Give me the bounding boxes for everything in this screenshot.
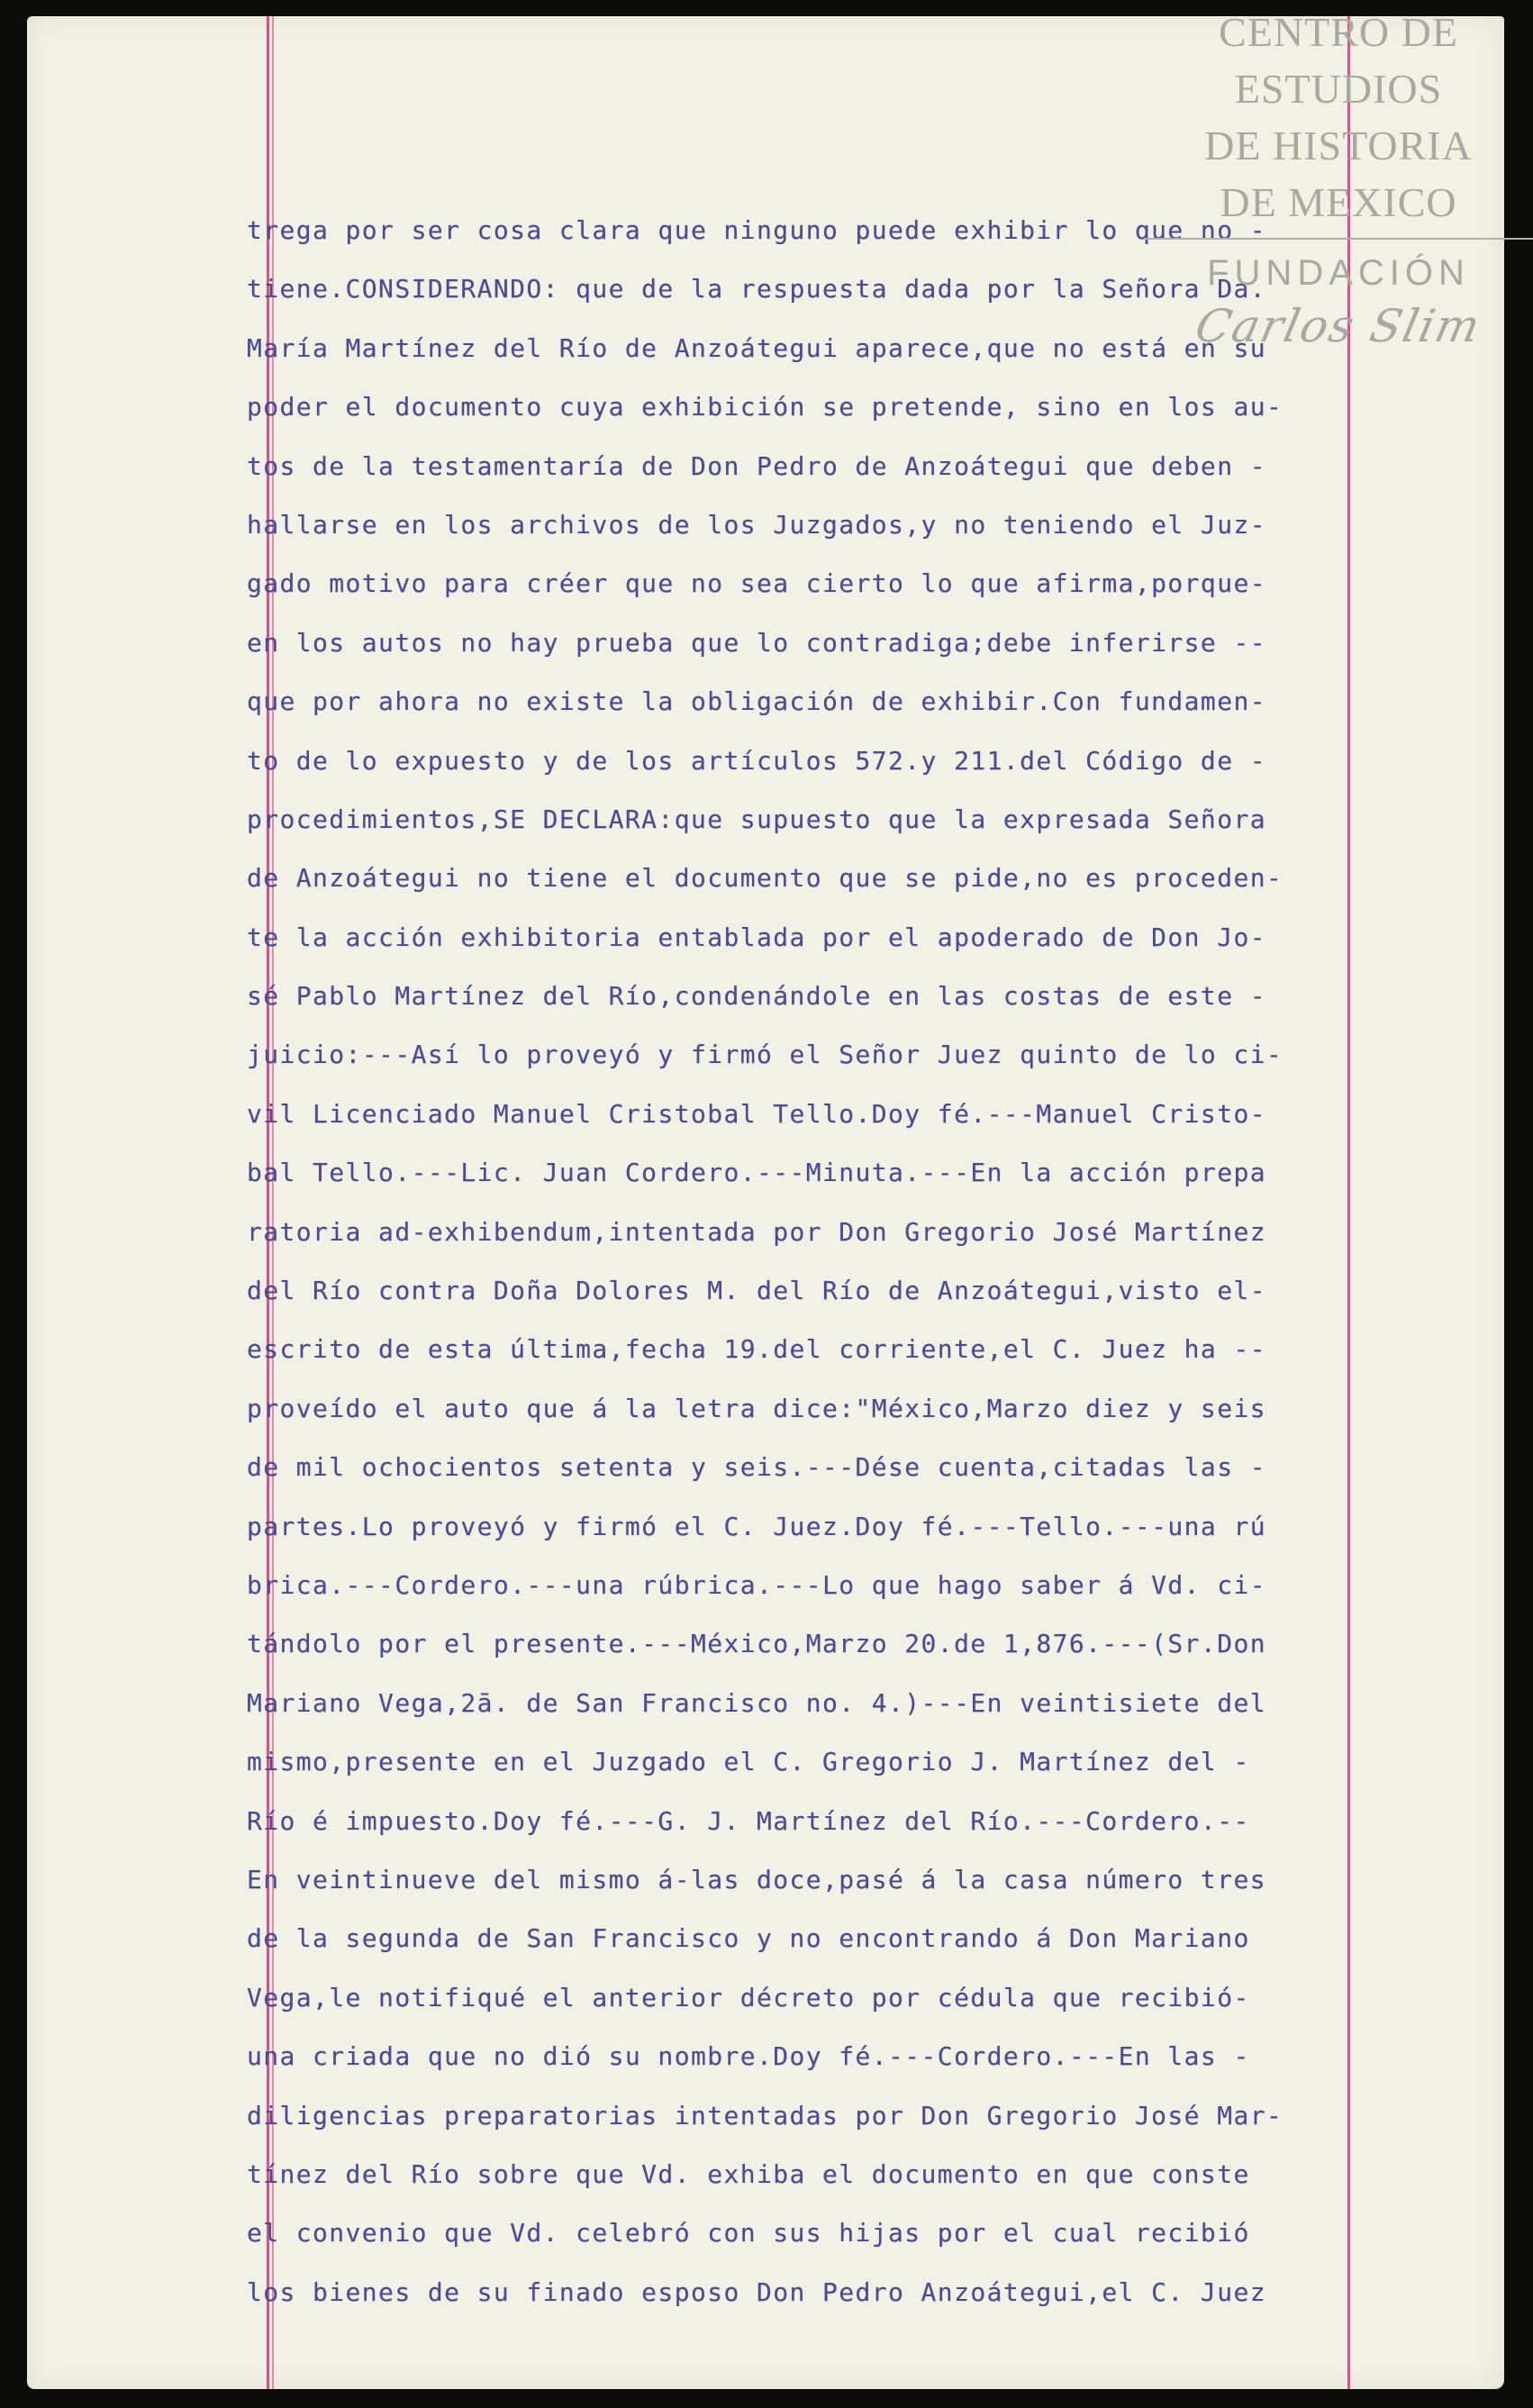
watermark-line: DE MEXICO [1220, 179, 1457, 225]
text-line: tiene.CONSIDERANDO: que de la respuesta dada por la Señora Da. [247, 274, 1266, 304]
typed-text-body [247, 209, 1364, 2330]
text-line: Mariano Vega,2ā. de San Francisco no. 4.)---En veintisiete del [247, 1687, 1266, 1718]
watermark-line: ESTUDIOS [1234, 66, 1443, 112]
watermark-line: CENTRO DE [1219, 9, 1458, 55]
text-line: los bienes de su finado esposo Don Pedro Anzoátegui,el C. Juez [247, 2276, 1266, 2307]
text-line: vil Licenciado Manuel Cristobal Tello.Doy fé.---Manuel Cristo- [247, 1098, 1266, 1129]
text-line: del Río contra Doña Dolores M. del Río de Anzoátegui,visto el- [247, 1276, 1266, 1306]
text-line: En veintinueve del mismo á-las doce,pasé á la casa número tres [247, 1864, 1266, 1895]
text-line: procedimientos,SE DECLARA:que supuesto que la expresada Señora [247, 804, 1266, 834]
text-line: bal Tello.---Lic. Juan Cordero.---Minuta.---En la acción prepa [247, 1158, 1266, 1188]
text-line: de la segunda de San Francisco y no encontrando á Don Mariano [247, 1923, 1250, 1954]
text-line: el convenio que Vd. celebró con sus hijas por el cual recibió [247, 2218, 1250, 2249]
text-line: Vega,le notifiqué el anterior décreto por cédula que recibió- [247, 1982, 1250, 2013]
text-line: partes.Lo proveyó y firmó el C. Juez.Doy fé.---Tello.---una rú [247, 1511, 1266, 1541]
text-line: hallarse en los archivos de los Juzgados,y no teniendo el Juz- [247, 509, 1266, 540]
watermark-signature: Carlos Slim [1191, 300, 1486, 352]
text-line: te la acción exhibitoria entablada por el apoderado de Don Jo- [247, 922, 1266, 952]
text-line: trega por ser cosa clara que ninguno puede exhibir lo que no - [247, 215, 1266, 245]
text-line: María Martínez del Río de Anzoátegui aparece,que no está en su [247, 332, 1266, 363]
text-line: tínez del Río sobre que Vd. exhiba el documento en que conste [247, 2158, 1250, 2189]
text-line: ratoria ad-exhibendum,intentada por Don Gregorio José Martínez [247, 1216, 1266, 1247]
text-line: en los autos no hay prueba que lo contradiga;debe inferirse -- [247, 627, 1266, 658]
text-line: diligencias preparatorias intentadas por Don Gregorio José Mar- [247, 2100, 1284, 2131]
text-line: gado motivo para créer que no sea cierto lo que afirma,porque- [247, 568, 1266, 599]
text-line: mismo,presente en el Juzgado el C. Gregorio J. Martínez del - [247, 1747, 1250, 1777]
text-line: que por ahora no existe la obligación de exhibir.Con fundamen- [247, 686, 1266, 717]
text-line: sé Pablo Martínez del Río,condenándole en las costas de este - [247, 981, 1266, 1012]
archive-watermark [1144, 4, 1533, 353]
text-line: una criada que no dió su nombre.Doy fé.---Cordero.---En las - [247, 2041, 1250, 2072]
text-line: tándolo por el presente.---México,Marzo 20.de 1,876.---(Sr.Don [247, 1629, 1266, 1659]
text-line: juicio:---Así lo proveyó y firmó el Señor Juez quinto de lo ci- [247, 1040, 1284, 1070]
text-line: de mil ochocientos setenta y seis.---Dése cuenta,citadas las - [247, 1452, 1266, 1483]
text-line: brica.---Cordero.---una rúbrica.---Lo que hago saber á Vd. ci- [247, 1569, 1266, 1600]
text-line: proveído el auto que á la letra dice:"México,Marzo diez y seis [247, 1393, 1266, 1423]
text-line: to de lo expuesto y de los artículos 572.y 211.del Código de - [247, 745, 1266, 776]
text-line: poder el documento cuya exhibición se pretende, sino en los au- [247, 392, 1284, 423]
watermark-line: DE HISTORIA [1204, 123, 1473, 168]
text-line: de Anzoátegui no tiene el documento que se pide,no es proceden- [247, 863, 1284, 894]
watermark-foundation: FUNDACIÓN [1144, 238, 1533, 294]
text-line: escrito de esta última,fecha 19.del corriente,el C. Juez ha -- [247, 1334, 1266, 1365]
text-line: Río é impuesto.Doy fé.---G. J. Martínez del Río.---Cordero.-- [247, 1805, 1250, 1836]
text-line: tos de la testamentaría de Don Pedro de Anzoátegui que deben - [247, 450, 1266, 481]
